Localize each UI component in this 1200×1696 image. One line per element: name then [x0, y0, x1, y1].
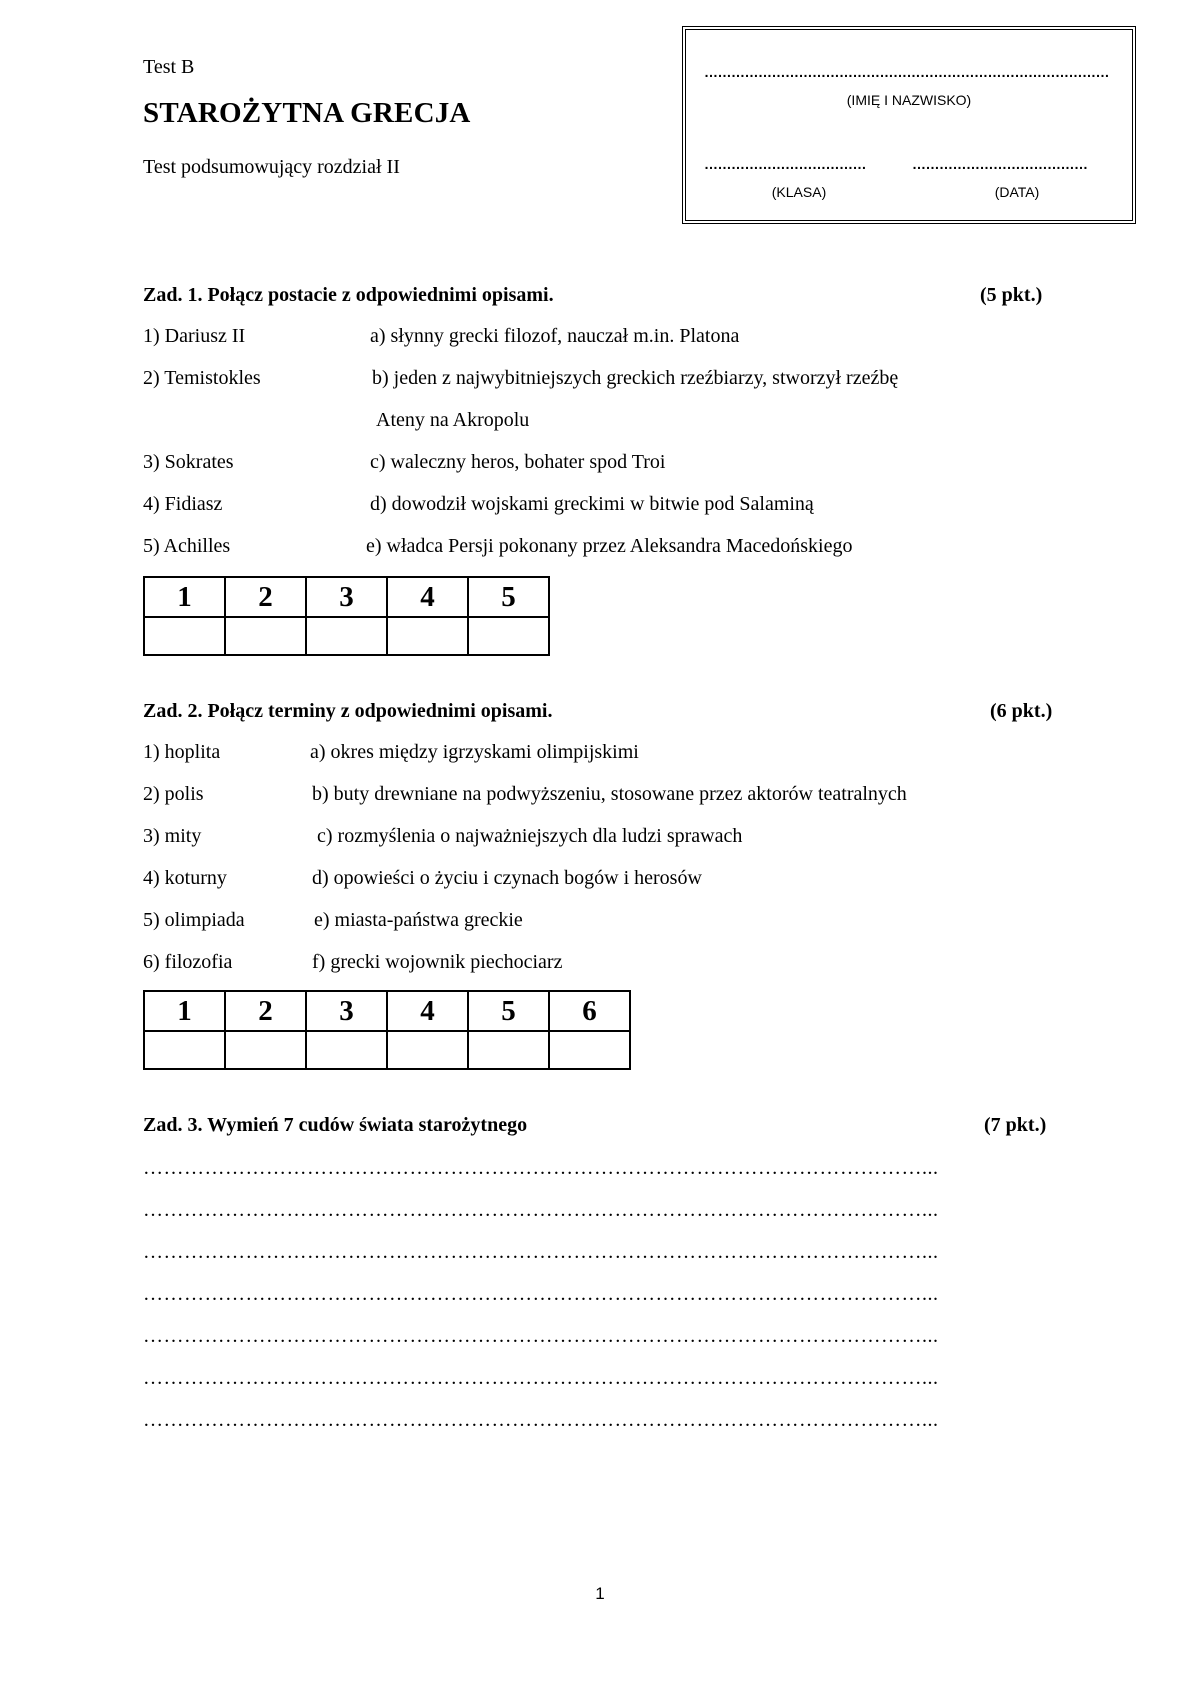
task2-left-item: 5) olimpiada: [143, 909, 245, 931]
task2-left-item: 4) koturny: [143, 867, 227, 889]
answer-cell[interactable]: [306, 617, 387, 655]
answer-cell[interactable]: [306, 1031, 387, 1069]
task2-right-item: e) miasta-państwa greckie: [314, 909, 523, 931]
date-caption: (DATA): [994, 184, 1040, 200]
page-subtitle: Test podsumowujący rozdział II: [143, 156, 400, 178]
task3-points: (7 pkt.): [984, 1114, 1047, 1136]
task2-right-item: f) grecki wojownik piechociarz: [312, 951, 563, 973]
task2-left-item: 2) polis: [143, 783, 204, 805]
answer-table-header: 2: [225, 991, 306, 1031]
date-field[interactable]: …………………………………: [912, 156, 1088, 172]
page-number: 1: [595, 1584, 605, 1603]
name-caption: (IMIĘ I NAZWISKO): [846, 92, 972, 108]
task1-right-item: d) dowodził wojskami greckimi w bitwie pod Salaminą: [370, 493, 814, 515]
answer-line[interactable]: ……………………………………………………………………………………………………...: [143, 1283, 939, 1305]
task1-right-item: c) waleczny heros, bohater spod Troi: [370, 451, 666, 473]
class-field[interactable]: ………………………………: [704, 156, 866, 172]
student-id-box: [682, 26, 1136, 224]
task1-right-item: a) słynny grecki filozof, nauczał m.in. Platona: [370, 325, 740, 347]
class-caption: (KLASA): [771, 184, 827, 200]
answer-cell[interactable]: [387, 1031, 468, 1069]
answer-cell[interactable]: [225, 1031, 306, 1069]
task2-points: (6 pkt.): [990, 700, 1053, 722]
task1-left-item: 5) Achilles: [143, 535, 231, 557]
page-title: STAROŻYTNA GRECJA: [143, 97, 471, 129]
task1-left-item: 2) Temistokles: [143, 367, 261, 389]
answer-line[interactable]: ……………………………………………………………………………………………………...: [143, 1409, 939, 1431]
task2-title: Zad. 2. Połącz terminy z odpowiednimi opisami.: [143, 700, 553, 722]
test-variant-label: Test B: [143, 56, 195, 78]
answer-line[interactable]: ……………………………………………………………………………………………………...: [143, 1367, 939, 1389]
answer-cell[interactable]: [144, 1031, 225, 1069]
answer-table-header: 4: [387, 991, 468, 1031]
answer-cell[interactable]: [225, 617, 306, 655]
answer-cell[interactable]: [387, 617, 468, 655]
task1-right-item: e) władca Persji pokonany przez Aleksandra Macedońskiego: [366, 535, 853, 557]
task2-left-item: 1) hoplita: [143, 741, 221, 763]
answer-cell[interactable]: [468, 617, 549, 655]
answer-cell[interactable]: [144, 617, 225, 655]
answer-table-header: 6: [549, 991, 630, 1031]
answer-line[interactable]: ……………………………………………………………………………………………………...: [143, 1157, 939, 1179]
answer-table-header: 1: [144, 991, 225, 1031]
answer-table-header: 3: [306, 577, 387, 617]
answer-table-header: 1: [144, 577, 225, 617]
task2-left-item: 3) mity: [143, 825, 202, 847]
task2-answer-table: [143, 990, 631, 1070]
name-field[interactable]: ………………………………………………………………………………: [704, 64, 1109, 80]
answer-table-header: 4: [387, 577, 468, 617]
task2-right-item: d) opowieści o życiu i czynach bogów i herosów: [312, 867, 702, 889]
answer-table-header: 2: [225, 577, 306, 617]
task1-right-item-continued: Ateny na Akropolu: [376, 409, 530, 431]
task2-right-item: c) rozmyślenia o najważniejszych dla ludzi sprawach: [317, 825, 743, 847]
task1-left-item: 4) Fidiasz: [143, 493, 223, 515]
answer-line[interactable]: ……………………………………………………………………………………………………...: [143, 1325, 939, 1347]
task3-title: Zad. 3. Wymień 7 cudów świata starożytnego: [143, 1114, 528, 1136]
task2-right-item: a) okres między igrzyskami olimpijskimi: [310, 741, 639, 763]
task1-left-item: 3) Sokrates: [143, 451, 234, 473]
task2-left-item: 6) filozofia: [143, 951, 233, 973]
answer-table-header: 5: [468, 991, 549, 1031]
task2-right-item: b) buty drewniane na podwyższeniu, stosowane przez aktorów teatralnych: [312, 783, 907, 805]
answer-table-header: 3: [306, 991, 387, 1031]
task1-points: (5 pkt.): [980, 284, 1043, 306]
answer-line[interactable]: ……………………………………………………………………………………………………...: [143, 1199, 939, 1221]
answer-table-header: 5: [468, 577, 549, 617]
task1-left-item: 1) Dariusz II: [143, 325, 246, 347]
task1-title: Zad. 1. Połącz postacie z odpowiednimi opisami.: [143, 284, 554, 306]
task1-right-item: b) jeden z najwybitniejszych greckich rzeźbiarzy, stworzył rzeźbę: [372, 367, 899, 389]
task1-answer-table: [143, 576, 550, 656]
answer-cell[interactable]: [468, 1031, 549, 1069]
answer-cell[interactable]: [549, 1031, 630, 1069]
answer-line[interactable]: ……………………………………………………………………………………………………...: [143, 1241, 939, 1263]
